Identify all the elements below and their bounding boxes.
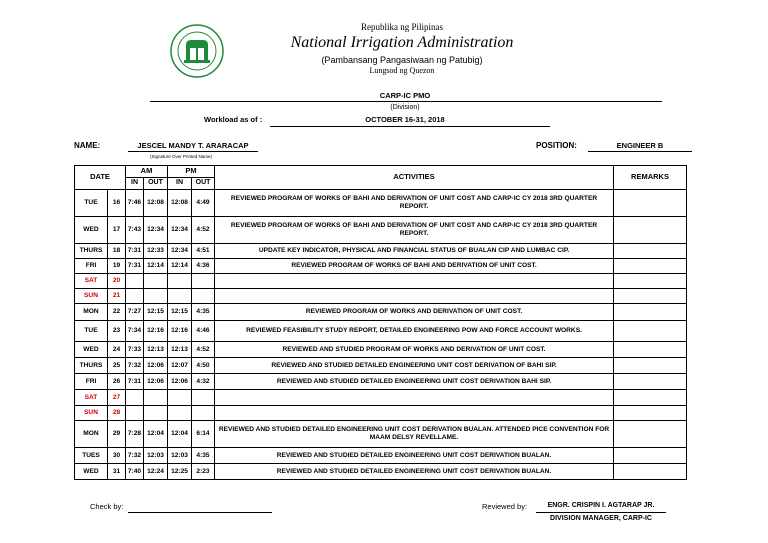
remarks-cell [614, 342, 687, 358]
am-in-cell [126, 390, 144, 406]
am-out-cell: 12:04 [144, 421, 168, 448]
am-in-cell: 7:31 [126, 244, 144, 259]
table-row [75, 448, 687, 464]
remarks-cell [614, 421, 687, 448]
pm-out-cell: 4:36 [192, 259, 215, 274]
pm-out-cell: 4:52 [192, 342, 215, 358]
header-am-out: OUT [144, 178, 168, 190]
workload-label: Workload as of : [204, 115, 263, 124]
remarks-cell [614, 244, 687, 259]
table-row [75, 390, 687, 406]
workload-table-body [75, 190, 687, 480]
am-out-cell: 12:06 [144, 374, 168, 390]
pm-out-cell: 4:46 [192, 321, 215, 342]
pm-in-cell [168, 390, 192, 406]
table-row [75, 217, 687, 244]
am-out-cell: 12:15 [144, 304, 168, 321]
date-cell: 20 [108, 274, 126, 289]
pm-out-cell: 6:14 [192, 421, 215, 448]
activities-cell: REVIEWED AND STUDIED PROGRAM OF WORKS AND DERIVATION OF UNIT COST. [215, 342, 614, 358]
checked-by-line [128, 512, 272, 513]
pm-out-cell: 4:35 [192, 448, 215, 464]
activities-cell: REVIEWED AND STUDIED DETAILED ENGINEERING UNIT COST DERIVATION BUALAN. [215, 464, 614, 480]
pm-in-cell: 12:16 [168, 321, 192, 342]
pm-in-cell [168, 274, 192, 289]
day-cell: TUES [75, 448, 108, 464]
am-in-cell: 7:46 [126, 190, 144, 217]
day-cell: THURS [75, 358, 108, 374]
pm-in-cell: 12:14 [168, 259, 192, 274]
activities-cell: REVIEWED AND STUDIED DETAILED ENGINEERING UNIT COST DERIVATION BAHI SIP. [215, 374, 614, 390]
remarks-cell [614, 374, 687, 390]
division-label: (Division) [390, 104, 420, 111]
day-cell: TUE [75, 321, 108, 342]
header-remarks: REMARKS [614, 166, 687, 190]
am-in-cell: 7:27 [126, 304, 144, 321]
activities-cell [215, 390, 614, 406]
pm-out-cell: 4:32 [192, 374, 215, 390]
pm-out-cell: 4:51 [192, 244, 215, 259]
pm-in-cell: 12:34 [168, 217, 192, 244]
agency-name: National Irrigation Administration [290, 34, 514, 51]
position-label: POSITION: [536, 141, 577, 150]
position-underline [588, 151, 692, 152]
pm-out-cell [192, 274, 215, 289]
date-cell: 31 [108, 464, 126, 480]
table-row [75, 374, 687, 390]
date-cell: 29 [108, 421, 126, 448]
date-cell: 19 [108, 259, 126, 274]
day-cell: SUN [75, 406, 108, 421]
pm-out-cell: 4:49 [192, 190, 215, 217]
activities-cell: REVIEWED PROGRAM OF WORKS OF BAHI AND DERIVATION OF UNIT COST. [215, 259, 614, 274]
date-cell: 21 [108, 289, 126, 304]
date-cell: 28 [108, 406, 126, 421]
header-am: AM [126, 166, 168, 178]
activities-cell: REVIEWED PROGRAM OF WORKS OF BAHI AND DERIVATION OF UNIT COST AND CARP-IC CY 2018 3RD QUARTER REPORT. [215, 217, 614, 244]
am-in-cell: 7:34 [126, 321, 144, 342]
table-row [75, 342, 687, 358]
pm-out-cell: 2:23 [192, 464, 215, 480]
header-activities: ACTIVITIES [215, 166, 614, 190]
date-cell: 30 [108, 448, 126, 464]
date-cell: 17 [108, 217, 126, 244]
employee-name: JESCEL MANDY T. ARARACAP [137, 141, 249, 150]
am-out-cell [144, 406, 168, 421]
header-am-in: IN [126, 178, 144, 190]
pm-in-cell: 12:15 [168, 304, 192, 321]
pm-in-cell: 12:06 [168, 374, 192, 390]
workload-period: OCTOBER 16-31, 2018 [365, 115, 445, 124]
date-cell: 23 [108, 321, 126, 342]
activities-cell: REVIEWED PROGRAM OF WORKS AND DERIVATION OF UNIT COST. [215, 304, 614, 321]
header-pm: PM [168, 166, 215, 178]
am-out-cell: 12:13 [144, 342, 168, 358]
am-in-cell [126, 406, 144, 421]
pm-out-cell [192, 390, 215, 406]
table-row [75, 190, 687, 217]
am-out-cell: 12:34 [144, 217, 168, 244]
am-out-cell: 12:24 [144, 464, 168, 480]
employee-position: ENGINEER B [616, 141, 664, 150]
remarks-cell [614, 358, 687, 374]
day-cell: MON [75, 304, 108, 321]
header-pm-in: IN [168, 178, 192, 190]
pm-out-cell [192, 289, 215, 304]
table-row [75, 421, 687, 448]
activities-cell [215, 406, 614, 421]
remarks-cell [614, 259, 687, 274]
remarks-cell [614, 464, 687, 480]
day-cell: SAT [75, 390, 108, 406]
name-label: NAME: [74, 141, 101, 150]
pm-in-cell: 12:34 [168, 244, 192, 259]
table-row [75, 321, 687, 342]
table-row [75, 406, 687, 421]
remarks-cell [614, 390, 687, 406]
pm-out-cell: 4:50 [192, 358, 215, 374]
activities-cell [215, 289, 614, 304]
am-in-cell: 7:31 [126, 259, 144, 274]
pm-out-cell: 4:35 [192, 304, 215, 321]
table-row [75, 274, 687, 289]
am-out-cell: 12:33 [144, 244, 168, 259]
office-name: CARP-IC PMO [379, 91, 431, 100]
date-cell: 25 [108, 358, 126, 374]
pm-out-cell [192, 406, 215, 421]
pm-in-cell: 12:08 [168, 190, 192, 217]
day-cell: SUN [75, 289, 108, 304]
remarks-cell [614, 217, 687, 244]
remarks-cell [614, 406, 687, 421]
remarks-cell [614, 190, 687, 217]
am-in-cell [126, 289, 144, 304]
activities-cell [215, 274, 614, 289]
activities-cell: REVIEWED FEASIBILITY STUDY REPORT, DETAILED ENGINEERING POW AND FORCE ACCOUNT WORKS. [215, 321, 614, 342]
name-underline [128, 151, 258, 152]
pm-in-cell [168, 406, 192, 421]
table-row [75, 358, 687, 374]
city-line: Lungsod ng Quezon [369, 66, 435, 75]
table-row [75, 244, 687, 259]
am-out-cell [144, 289, 168, 304]
workload-table [74, 165, 687, 480]
pm-in-cell: 12:03 [168, 448, 192, 464]
day-cell: MON [75, 421, 108, 448]
activities-cell: REVIEWED AND STUDIED DETAILED ENGINEERING UNIT COST DERIVATION BUALAN. [215, 448, 614, 464]
pm-in-cell [168, 289, 192, 304]
reviewed-by-label: Reviewed by: [482, 502, 528, 511]
date-cell: 27 [108, 390, 126, 406]
day-cell: WED [75, 464, 108, 480]
table-row [75, 289, 687, 304]
remarks-cell [614, 304, 687, 321]
signature-label: (Signature Over Printed Name) [150, 154, 213, 159]
am-in-cell: 7:40 [126, 464, 144, 480]
pm-in-cell: 12:04 [168, 421, 192, 448]
remarks-cell [614, 289, 687, 304]
am-out-cell: 12:08 [144, 190, 168, 217]
am-out-cell: 12:16 [144, 321, 168, 342]
am-out-cell [144, 390, 168, 406]
date-cell: 18 [108, 244, 126, 259]
table-row [75, 304, 687, 321]
day-cell: FRI [75, 374, 108, 390]
activities-cell: REVIEWED AND STUDIED DETAILED ENGINEERING UNIT COST DERIVATION OF BAHI SIP. [215, 358, 614, 374]
day-cell: WED [75, 342, 108, 358]
am-in-cell: 7:33 [126, 342, 144, 358]
remarks-cell [614, 448, 687, 464]
am-in-cell: 7:43 [126, 217, 144, 244]
remarks-cell [614, 274, 687, 289]
am-in-cell: 7:31 [126, 374, 144, 390]
header-pm-out: OUT [192, 178, 215, 190]
day-cell: WED [75, 217, 108, 244]
date-cell: 16 [108, 190, 126, 217]
am-in-cell: 7:32 [126, 358, 144, 374]
am-in-cell: 7:28 [126, 421, 144, 448]
date-cell: 24 [108, 342, 126, 358]
pm-out-cell: 4:52 [192, 217, 215, 244]
reviewer-title: DIVISION MANAGER, CARP-IC [550, 515, 652, 522]
day-cell: FRI [75, 259, 108, 274]
pm-in-cell: 12:07 [168, 358, 192, 374]
header-date: DATE [75, 166, 126, 190]
date-cell: 26 [108, 374, 126, 390]
am-out-cell: 12:03 [144, 448, 168, 464]
reviewer-name: ENGR. CRISPIN I. AGTARAP JR. [547, 502, 655, 509]
am-out-cell: 12:06 [144, 358, 168, 374]
activities-cell: REVIEWED PROGRAM OF WORKS OF BAHI AND DERIVATION OF UNIT COST AND CARP-IC CY 2018 3RD QUARTER REPORT. [215, 190, 614, 217]
activities-cell: UPDATE KEY INDICATOR, PHYSICAL AND FINANCIAL STATUS OF BUALAN CIP AND LUMBAC CIP. [215, 244, 614, 259]
am-out-cell [144, 274, 168, 289]
table-row [75, 259, 687, 274]
activities-cell: REVIEWED AND STUDIED DETAILED ENGINEERING UNIT COST DERIVATION BUALAN. ATTENDED PICE CONVENTION FOR MAAM DELSY REVELLAME. [215, 421, 614, 448]
am-in-cell [126, 274, 144, 289]
workload-underline [270, 126, 550, 127]
day-cell: TUE [75, 190, 108, 217]
reviewer-underline [536, 512, 666, 513]
remarks-cell [614, 321, 687, 342]
day-cell: SAT [75, 274, 108, 289]
office-underline [150, 101, 662, 102]
pm-in-cell: 12:25 [168, 464, 192, 480]
date-cell: 22 [108, 304, 126, 321]
republic-line: Republika ng Pilipinas [361, 22, 443, 32]
agency-filipino-name: (Pambansang Pangasiwaan ng Patubig) [321, 55, 483, 65]
checked-by-label: Check by: [90, 502, 124, 511]
am-in-cell: 7:32 [126, 448, 144, 464]
pm-in-cell: 12:13 [168, 342, 192, 358]
table-row [75, 464, 687, 480]
day-cell: THURS [75, 244, 108, 259]
am-out-cell: 12:14 [144, 259, 168, 274]
